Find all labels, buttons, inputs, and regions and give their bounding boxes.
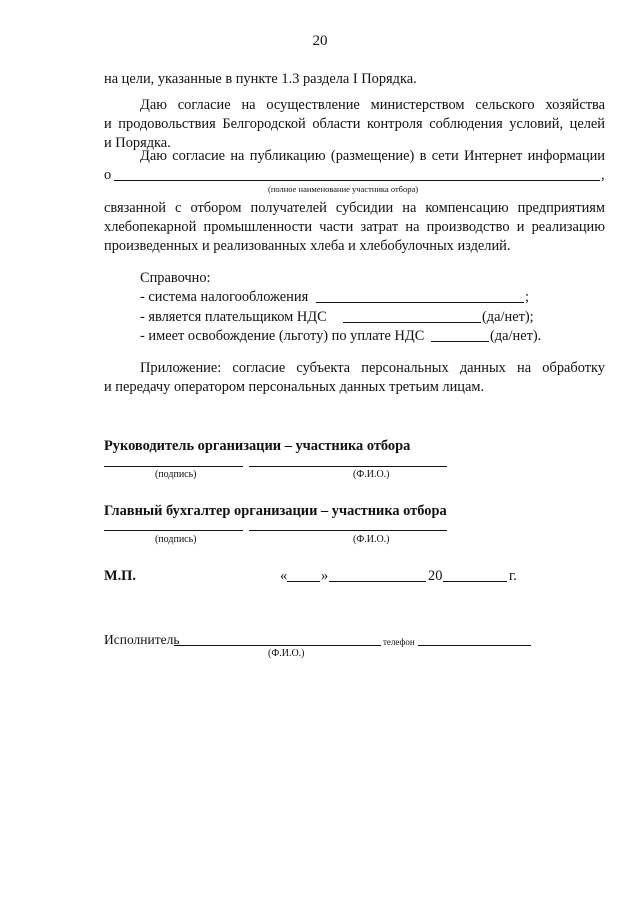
- consent-control-line1: Даю согласие на осуществление министерством сельского хозяйства: [140, 97, 605, 113]
- executor-label: Исполнитель: [104, 632, 180, 647]
- head-signature-caption: (подпись): [155, 469, 197, 480]
- date-day-field[interactable]: [287, 581, 320, 582]
- consent-publication-line5: произведенных и реализованных хлеба и хлебобулочных изделий.: [104, 238, 511, 254]
- executor-phone-field[interactable]: [418, 645, 531, 646]
- accountant-name-caption: (Ф.И.О.): [353, 534, 390, 545]
- accountant-signature-caption: (подпись): [155, 534, 197, 545]
- vat-payer-label: - является плательщиком НДС: [140, 309, 327, 325]
- accountant-name-field[interactable]: [249, 530, 447, 531]
- tax-system-label: - система налогообложения: [140, 289, 309, 305]
- executor-name-field[interactable]: [174, 645, 381, 646]
- date-year-field[interactable]: [443, 581, 507, 582]
- vat-exempt-end: (да/нет).: [490, 328, 542, 344]
- reference-title: Справочно:: [140, 270, 211, 286]
- consent-publication-line1: Даю согласие на публикацию (размещение) в сети Интернет информации: [140, 148, 605, 164]
- head-name-caption: (Ф.И.О.): [353, 469, 390, 480]
- paragraph-purpose: на цели, указанные в пункте 1.3 раздела I Порядка.: [104, 71, 417, 87]
- consent-publication-line4: хлебопекарной промышленности части затрат на производство и реализацию: [104, 219, 605, 235]
- consent-publication-comma: ,: [601, 167, 605, 183]
- date-quote-close: »: [321, 568, 329, 584]
- date-year-prefix: 20: [428, 568, 443, 584]
- date-month-field[interactable]: [329, 581, 426, 582]
- vat-exempt-field[interactable]: [431, 341, 489, 342]
- page-number: 20: [312, 33, 328, 49]
- head-signature-field[interactable]: [104, 466, 243, 467]
- tax-system-field[interactable]: [316, 302, 524, 303]
- head-name-field[interactable]: [249, 466, 447, 467]
- attachment-line1: Приложение: согласие субъекта персональных данных на обработку: [140, 360, 605, 376]
- attachment-line2: и передачу оператором персональных данных третьим лицам.: [104, 379, 485, 395]
- date-quote-open: «: [280, 568, 288, 584]
- accountant-signature-title: Главный бухгалтер организации – участника отбора: [104, 503, 447, 519]
- consent-publication-o: о: [104, 167, 112, 183]
- head-signature-title: Руководитель организации – участника отбора: [104, 438, 411, 454]
- participant-name-caption: (полное наименование участника отбора): [268, 184, 419, 194]
- vat-payer-field[interactable]: [343, 322, 481, 323]
- accountant-signature-field[interactable]: [104, 530, 243, 531]
- stamp-label: М.П.: [104, 568, 136, 584]
- vat-exempt-label: - имеет освобождение (льготу) по уплате НДС: [140, 328, 425, 344]
- date-year-suffix: г.: [509, 568, 517, 584]
- consent-control-line3: и Порядка.: [104, 135, 171, 151]
- vat-payer-end: (да/нет);: [482, 309, 534, 325]
- consent-control-line2: и продовольствия Белгородской области контроля соблюдения условий, целей: [104, 116, 605, 132]
- executor-name-caption: (Ф.И.О.): [268, 648, 305, 659]
- tax-system-end: ;: [525, 289, 529, 305]
- consent-publication-line3: связанной с отбором получателей субсидии на компенсацию предприятиям: [104, 200, 605, 216]
- executor-phone-label: телефон: [383, 637, 415, 647]
- participant-name-field[interactable]: [114, 180, 600, 181]
